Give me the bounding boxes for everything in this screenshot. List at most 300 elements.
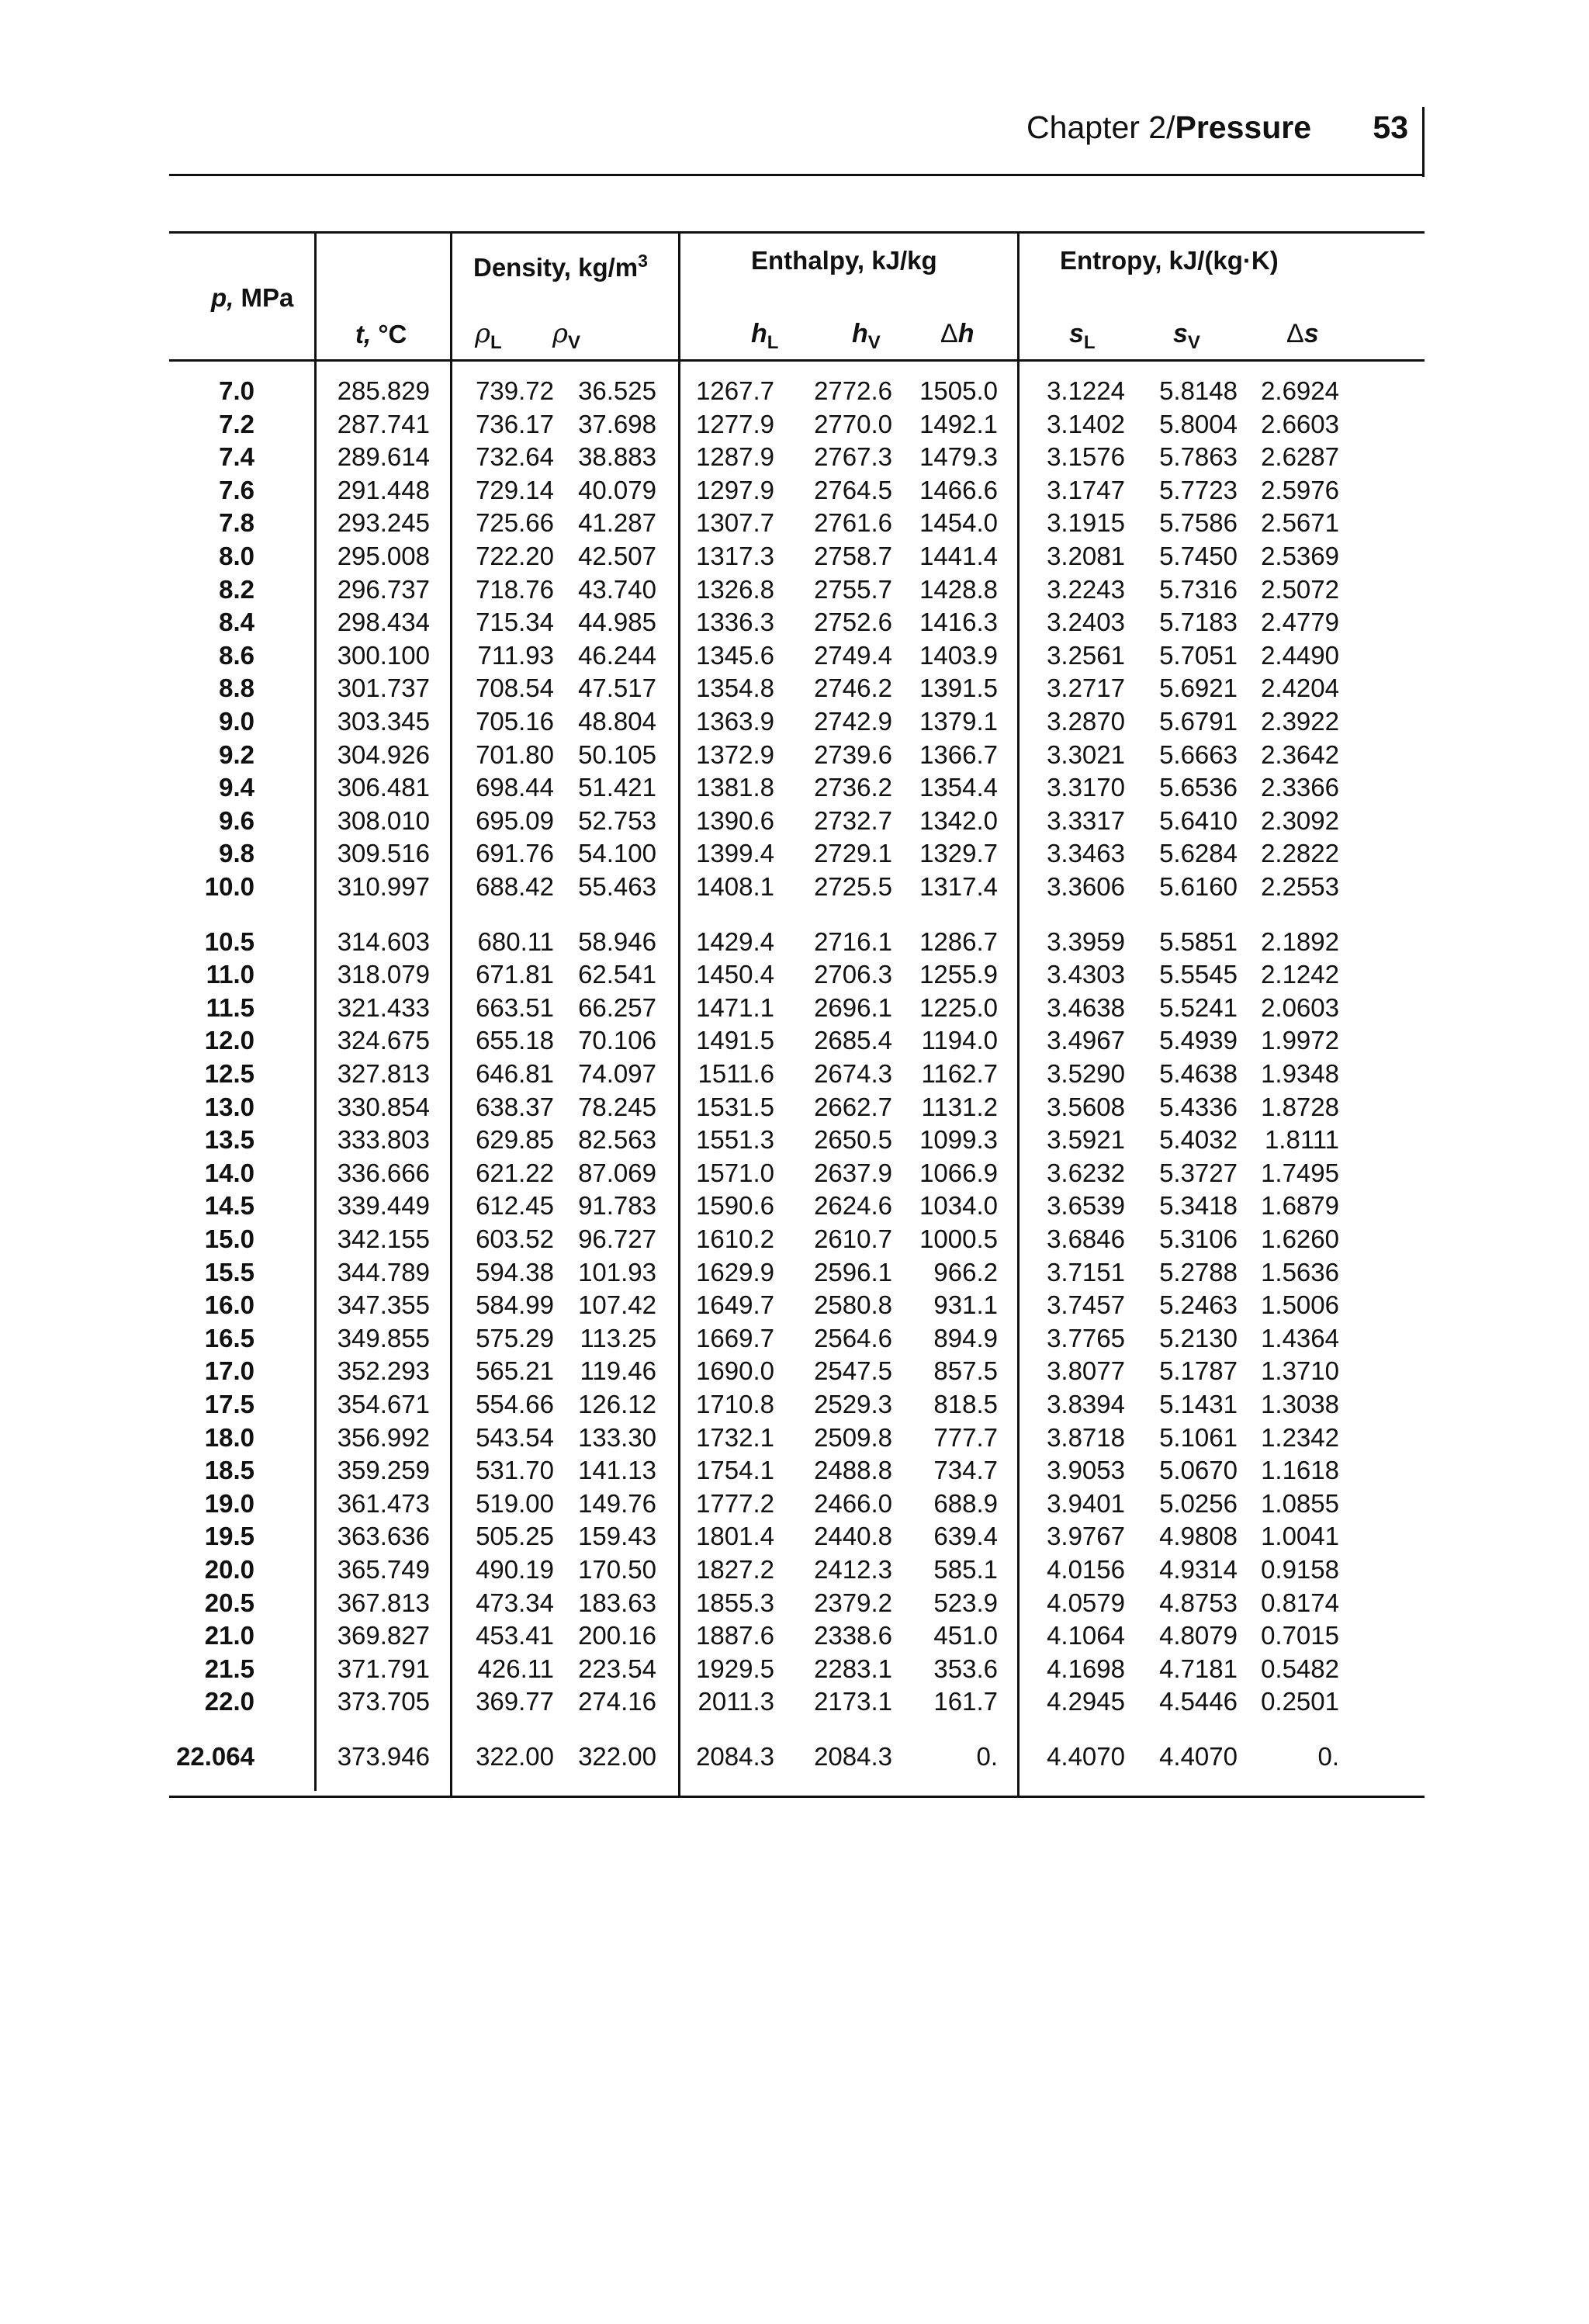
cell-delta-s: 2.5369 (1261, 542, 1339, 570)
cell-delta-h: 931.1 (933, 1290, 998, 1320)
table-row (169, 871, 1425, 904)
cell-h-liquid: 1690.0 (696, 1356, 774, 1386)
cell-rho-vapor: 96.727 (578, 1224, 656, 1253)
cell-temperature: 318.079 (337, 960, 430, 989)
cell-h-liquid: 1710.8 (696, 1390, 774, 1418)
cell-temperature: 330.854 (337, 1092, 430, 1121)
cell-rho-vapor: 119.46 (580, 1356, 656, 1386)
cell-pressure: 20.0 (204, 1555, 254, 1584)
cell-h-vapor: 2749.4 (814, 640, 892, 670)
cell-pressure: 16.5 (204, 1323, 254, 1352)
cell-s-vapor: 5.4336 (1159, 1092, 1238, 1121)
cell-rho-liquid: 426.11 (477, 1654, 554, 1683)
cell-delta-h: 1454.0 (919, 508, 998, 538)
cell-s-vapor: 5.7450 (1159, 542, 1238, 570)
cell-rho-liquid: 519.00 (476, 1488, 554, 1518)
cell-temperature: 304.926 (337, 739, 430, 769)
cell-delta-s: 2.2553 (1261, 872, 1339, 901)
cell-rho-liquid: 736.17 (476, 409, 554, 438)
h-vapor-header: $h_V$ (852, 319, 881, 353)
cell-delta-h: 523.9 (933, 1588, 998, 1617)
cell-delta-s: 2.3366 (1261, 773, 1339, 802)
cell-rho-liquid: 453.41 (476, 1621, 554, 1650)
cell-pressure: 18.5 (204, 1456, 254, 1485)
cell-h-liquid: 1450.4 (696, 960, 774, 989)
header-rule (169, 174, 1425, 176)
cell-h-vapor: 2547.5 (814, 1356, 892, 1386)
cell-h-vapor: 2761.6 (814, 508, 892, 538)
cell-h-vapor: 2283.1 (814, 1654, 892, 1683)
cell-s-vapor: 5.1431 (1159, 1390, 1238, 1418)
table-header-rule (169, 359, 1425, 362)
cell-h-liquid: 1571.0 (696, 1158, 774, 1187)
cell-h-vapor: 2736.2 (814, 773, 892, 802)
cell-s-vapor: 5.4638 (1159, 1059, 1238, 1088)
cell-h-liquid: 1317.3 (696, 542, 774, 570)
cell-rho-vapor: 133.30 (578, 1422, 656, 1452)
cell-delta-h: 1366.7 (919, 739, 998, 769)
cell-pressure: 19.5 (204, 1522, 254, 1551)
cell-h-vapor: 2706.3 (814, 960, 892, 989)
cell-temperature: 349.855 (337, 1323, 430, 1352)
cell-h-vapor: 2729.1 (814, 839, 892, 868)
cell-s-vapor: 5.6921 (1159, 674, 1238, 703)
cell-delta-h: 1428.8 (919, 574, 998, 604)
cell-h-vapor: 2084.3 (814, 1742, 892, 1771)
cell-h-vapor: 2596.1 (814, 1257, 892, 1287)
cell-rho-vapor: 141.13 (578, 1456, 656, 1485)
cell-s-vapor: 4.4070 (1159, 1742, 1238, 1771)
s-liquid-header: $s_L$ (1069, 319, 1096, 353)
cell-rho-liquid: 594.38 (476, 1257, 554, 1287)
cell-s-liquid: 3.6232 (1047, 1158, 1125, 1187)
cell-h-vapor: 2772.6 (814, 376, 892, 405)
cell-rho-vapor: 47.517 (578, 674, 656, 703)
cell-delta-s: 1.5636 (1261, 1257, 1339, 1287)
cell-temperature: 321.433 (337, 992, 430, 1022)
cell-delta-h: 1099.3 (919, 1125, 998, 1155)
cell-s-vapor: 5.6410 (1159, 805, 1238, 835)
cell-rho-liquid: 629.85 (476, 1125, 554, 1155)
cell-delta-s: 2.3092 (1261, 805, 1339, 835)
cell-s-liquid: 3.9767 (1047, 1522, 1125, 1551)
cell-rho-vapor: 200.16 (578, 1621, 656, 1650)
cell-h-vapor: 2685.4 (814, 1026, 892, 1055)
cell-temperature: 373.705 (337, 1687, 430, 1716)
cell-temperature: 295.008 (337, 542, 430, 570)
cell-delta-h: 1466.6 (919, 475, 998, 504)
cell-delta-h: 1162.7 (921, 1059, 998, 1088)
cell-delta-h: 857.5 (933, 1356, 998, 1386)
cell-h-liquid: 1777.2 (696, 1488, 774, 1518)
cell-rho-liquid: 688.42 (476, 872, 554, 901)
cell-s-liquid: 3.5608 (1047, 1092, 1125, 1121)
table-row (169, 1685, 1425, 1719)
cell-rho-liquid: 705.16 (476, 707, 554, 736)
cell-rho-vapor: 46.244 (578, 640, 656, 670)
cell-delta-s: 0.5482 (1261, 1654, 1339, 1683)
cell-temperature: 308.010 (337, 805, 430, 835)
cell-delta-h: 966.2 (933, 1257, 998, 1287)
table-row (169, 639, 1425, 673)
cell-h-liquid: 1345.6 (696, 640, 774, 670)
cell-s-liquid: 3.6539 (1047, 1191, 1125, 1221)
cell-h-liquid: 1297.9 (696, 475, 774, 504)
cell-delta-h: 1317.4 (919, 872, 998, 901)
cell-h-vapor: 2338.6 (814, 1621, 892, 1650)
cell-rho-liquid: 575.29 (476, 1323, 554, 1352)
table-row (169, 837, 1425, 871)
cell-temperature: 291.448 (337, 475, 430, 504)
cell-rho-liquid: 701.80 (476, 739, 554, 769)
cell-s-vapor: 5.0670 (1159, 1456, 1238, 1485)
cell-rho-vapor: 107.42 (578, 1290, 656, 1320)
cell-pressure: 13.0 (204, 1092, 254, 1121)
header-vertical-rule (1422, 107, 1425, 177)
cell-h-liquid: 1399.4 (696, 839, 774, 868)
cell-temperature: 327.813 (337, 1059, 430, 1088)
cell-h-liquid: 1511.6 (698, 1059, 774, 1088)
cell-delta-h: 818.5 (933, 1390, 998, 1418)
table-row (169, 507, 1425, 540)
cell-h-vapor: 2412.3 (814, 1555, 892, 1584)
cell-s-vapor: 4.5446 (1159, 1687, 1238, 1716)
cell-s-vapor: 5.1787 (1159, 1356, 1238, 1386)
cell-delta-h: 1505.0 (919, 376, 998, 405)
cell-temperature: 359.259 (337, 1456, 430, 1485)
cell-delta-s: 2.6287 (1261, 442, 1339, 472)
cell-delta-h: 1066.9 (919, 1158, 998, 1187)
cell-rho-vapor: 41.287 (578, 508, 656, 538)
table-row (169, 1553, 1425, 1587)
cell-temperature: 339.449 (337, 1191, 430, 1221)
cell-rho-vapor: 40.079 (578, 475, 656, 504)
cell-h-liquid: 1801.4 (696, 1522, 774, 1551)
cell-delta-s: 1.6260 (1261, 1224, 1339, 1253)
cell-h-liquid: 1354.8 (696, 674, 774, 703)
cell-s-liquid: 3.3606 (1047, 872, 1125, 901)
table-bottom-rule (169, 1796, 1425, 1798)
cell-rho-liquid: 671.81 (476, 960, 554, 989)
cell-delta-s: 1.9972 (1261, 1026, 1339, 1055)
cell-temperature: 303.345 (337, 707, 430, 736)
cell-h-vapor: 2758.7 (814, 542, 892, 570)
cell-delta-h: 894.9 (933, 1323, 998, 1352)
cell-delta-h: 1391.5 (919, 674, 998, 703)
cell-temperature: 298.434 (337, 608, 430, 637)
cell-h-vapor: 2379.2 (814, 1588, 892, 1617)
cell-rho-liquid: 739.72 (476, 376, 554, 405)
cell-h-liquid: 1363.9 (696, 707, 774, 736)
cell-h-vapor: 2770.0 (814, 409, 892, 438)
cell-h-vapor: 2466.0 (814, 1488, 892, 1518)
cell-delta-h: 777.7 (933, 1422, 998, 1452)
cell-s-vapor: 5.2463 (1159, 1290, 1238, 1320)
cell-s-liquid: 4.2945 (1047, 1687, 1125, 1716)
cell-s-liquid: 4.1064 (1047, 1621, 1125, 1650)
cell-pressure: 12.5 (204, 1059, 254, 1088)
cell-rho-vapor: 170.50 (578, 1555, 656, 1584)
cell-h-vapor: 2755.7 (814, 574, 892, 604)
table-row (169, 1488, 1425, 1521)
cell-rho-vapor: 48.804 (578, 707, 656, 736)
cell-rho-liquid: 322.00 (476, 1742, 554, 1771)
cell-s-liquid: 3.3463 (1047, 839, 1125, 868)
cell-h-liquid: 1887.6 (696, 1621, 774, 1650)
cell-delta-s: 1.0855 (1261, 1488, 1339, 1518)
cell-pressure: 16.0 (204, 1290, 254, 1320)
cell-rho-vapor: 82.563 (578, 1125, 656, 1155)
cell-rho-liquid: 531.70 (476, 1456, 554, 1485)
cell-s-vapor: 5.5241 (1159, 992, 1238, 1022)
cell-temperature: 361.473 (337, 1488, 430, 1518)
cell-rho-liquid: 722.20 (476, 542, 554, 570)
cell-s-liquid: 3.8394 (1047, 1390, 1125, 1418)
cell-h-liquid: 1551.3 (696, 1125, 774, 1155)
table-row (169, 1653, 1425, 1686)
cell-delta-s: 0.2501 (1261, 1687, 1339, 1716)
cell-temperature: 352.293 (337, 1356, 430, 1386)
cell-delta-s: 2.5671 (1261, 508, 1339, 538)
cell-pressure: 22.064 (176, 1742, 254, 1771)
cell-temperature: 363.636 (337, 1522, 430, 1551)
cell-delta-h: 1379.1 (919, 707, 998, 736)
cell-s-liquid: 3.5290 (1047, 1059, 1125, 1088)
cell-h-liquid: 1287.9 (696, 442, 774, 472)
cell-rho-liquid: 473.34 (476, 1588, 554, 1617)
cell-delta-s: 2.6603 (1261, 409, 1339, 438)
cell-rho-vapor: 78.245 (578, 1092, 656, 1121)
cell-pressure: 14.0 (204, 1158, 254, 1187)
cell-pressure: 21.0 (204, 1621, 254, 1650)
cell-delta-s: 2.3922 (1261, 707, 1339, 736)
cell-delta-s: 0.7015 (1261, 1621, 1339, 1650)
cell-h-vapor: 2767.3 (814, 442, 892, 472)
cell-delta-h: 1479.3 (919, 442, 998, 472)
table-top-rule (169, 231, 1425, 234)
table-row (169, 1454, 1425, 1488)
steam-table (169, 231, 1425, 1799)
cell-pressure: 20.5 (204, 1588, 254, 1617)
cell-h-liquid: 1610.2 (696, 1224, 774, 1253)
cell-h-vapor: 2716.1 (814, 926, 892, 956)
s-vapor-header: $s_V$ (1173, 319, 1200, 353)
cell-s-vapor: 5.6284 (1159, 839, 1238, 868)
cell-temperature: 293.245 (337, 508, 430, 538)
cell-s-liquid: 3.5921 (1047, 1125, 1125, 1155)
cell-h-liquid: 1429.4 (696, 926, 774, 956)
cell-rho-vapor: 87.069 (578, 1158, 656, 1187)
cell-s-liquid: 3.3170 (1047, 773, 1125, 802)
cell-rho-vapor: 43.740 (578, 574, 656, 604)
cell-s-vapor: 5.8148 (1159, 376, 1238, 405)
cell-s-liquid: 3.4303 (1047, 960, 1125, 989)
table-row (169, 474, 1425, 507)
cell-s-vapor: 5.7051 (1159, 640, 1238, 670)
table-row (169, 958, 1425, 992)
cell-h-liquid: 1277.9 (696, 409, 774, 438)
cell-temperature: 367.813 (337, 1588, 430, 1617)
cell-s-liquid: 4.1698 (1047, 1654, 1125, 1683)
cell-rho-vapor: 51.421 (578, 773, 656, 802)
cell-rho-liquid: 603.52 (476, 1224, 554, 1253)
cell-h-vapor: 2637.9 (814, 1158, 892, 1187)
cell-h-liquid: 1336.3 (696, 608, 774, 637)
cell-temperature: 369.827 (337, 1621, 430, 1650)
cell-rho-liquid: 369.77 (476, 1687, 554, 1716)
cell-h-vapor: 2529.3 (814, 1390, 892, 1418)
cell-s-vapor: 4.8753 (1159, 1588, 1238, 1617)
cell-delta-h: 161.7 (933, 1687, 998, 1716)
cell-rho-vapor: 274.16 (578, 1687, 656, 1716)
cell-temperature: 342.155 (337, 1224, 430, 1253)
cell-h-liquid: 1669.7 (696, 1323, 774, 1352)
cell-delta-h: 1131.2 (921, 1092, 998, 1121)
cell-s-vapor: 5.2788 (1159, 1257, 1238, 1287)
cell-h-vapor: 2173.1 (814, 1687, 892, 1716)
cell-h-liquid: 1307.7 (696, 508, 774, 538)
cell-pressure: 17.5 (204, 1390, 254, 1418)
cell-s-liquid: 4.0156 (1047, 1555, 1125, 1584)
cell-temperature: 324.675 (337, 1026, 430, 1055)
cell-s-vapor: 5.4939 (1159, 1026, 1238, 1055)
cell-rho-vapor: 44.985 (578, 608, 656, 637)
cell-s-vapor: 5.7723 (1159, 475, 1238, 504)
cell-s-liquid: 3.2081 (1047, 542, 1125, 570)
cell-s-vapor: 5.6791 (1159, 707, 1238, 736)
cell-h-liquid: 1408.1 (696, 872, 774, 901)
table-row (169, 540, 1425, 573)
running-header (853, 107, 1424, 147)
cell-h-vapor: 2509.8 (814, 1422, 892, 1452)
cell-delta-s: 2.6924 (1261, 376, 1339, 405)
cell-h-vapor: 2739.6 (814, 739, 892, 769)
table-row (169, 1091, 1425, 1124)
cell-delta-h: 0. (976, 1742, 998, 1771)
cell-temperature: 344.789 (337, 1257, 430, 1287)
cell-delta-s: 2.1892 (1261, 926, 1339, 956)
cell-rho-vapor: 91.783 (578, 1191, 656, 1221)
cell-temperature: 314.603 (337, 926, 430, 956)
cell-rho-vapor: 58.946 (578, 926, 656, 956)
cell-rho-vapor: 149.76 (578, 1488, 656, 1518)
cell-s-liquid: 3.2561 (1047, 640, 1125, 670)
cell-s-liquid: 3.8718 (1047, 1422, 1125, 1452)
cell-pressure: 15.5 (204, 1257, 254, 1287)
cell-temperature: 309.516 (337, 839, 430, 868)
cell-rho-liquid: 663.51 (476, 992, 554, 1022)
cell-rho-liquid: 718.76 (476, 574, 554, 604)
cell-s-vapor: 5.3106 (1159, 1224, 1238, 1253)
cell-rho-liquid: 565.21 (476, 1356, 554, 1386)
cell-delta-s: 0.8174 (1261, 1588, 1339, 1617)
cell-delta-s: 1.8111 (1264, 1125, 1339, 1155)
cell-temperature: 289.614 (337, 442, 430, 472)
cell-pressure: 13.5 (204, 1125, 254, 1155)
cell-temperature: 336.666 (337, 1158, 430, 1187)
cell-s-liquid: 3.7457 (1047, 1290, 1125, 1320)
table-row (169, 739, 1425, 772)
cell-s-vapor: 5.1061 (1159, 1422, 1238, 1452)
density-header: Density, $kg/m^3$ (473, 251, 648, 282)
cell-s-liquid: 3.9053 (1047, 1456, 1125, 1485)
cell-rho-vapor: 74.097 (578, 1059, 656, 1088)
cell-h-vapor: 2746.2 (814, 674, 892, 703)
table-row (169, 1587, 1425, 1620)
cell-s-liquid: 3.3959 (1047, 926, 1125, 956)
cell-s-liquid: 3.4967 (1047, 1026, 1125, 1055)
table-row (169, 1256, 1425, 1290)
cell-h-liquid: 1491.5 (696, 1026, 774, 1055)
cell-delta-h: 1403.9 (919, 640, 998, 670)
cell-h-vapor: 2610.7 (814, 1224, 892, 1253)
cell-delta-s: 1.7495 (1261, 1158, 1339, 1187)
cell-s-liquid: 3.6846 (1047, 1224, 1125, 1253)
cell-h-vapor: 2764.5 (814, 475, 892, 504)
cell-delta-s: 1.1618 (1261, 1456, 1339, 1485)
cell-s-liquid: 3.1402 (1047, 409, 1125, 438)
cell-s-vapor: 5.6160 (1159, 872, 1238, 901)
cell-s-vapor: 5.6536 (1159, 773, 1238, 802)
cell-pressure: 8.6 (219, 640, 254, 670)
cell-rho-vapor: 42.507 (578, 542, 656, 570)
table-row (169, 705, 1425, 739)
cell-s-vapor: 5.7316 (1159, 574, 1238, 604)
cell-h-vapor: 2440.8 (814, 1522, 892, 1551)
cell-rho-vapor: 62.541 (578, 960, 656, 989)
cell-rho-liquid: 691.76 (476, 839, 554, 868)
cell-pressure: 7.8 (219, 508, 254, 538)
cell-rho-vapor: 223.54 (578, 1654, 656, 1683)
cell-h-liquid: 1326.8 (696, 574, 774, 604)
cell-rho-liquid: 638.37 (476, 1092, 554, 1121)
cell-pressure: 7.6 (219, 475, 254, 504)
cell-pressure: 10.5 (204, 926, 254, 956)
cell-pressure: 19.0 (204, 1488, 254, 1518)
table-row (169, 1422, 1425, 1455)
table-row (169, 1322, 1425, 1356)
temperature-header: t, °C (355, 320, 407, 348)
cell-s-vapor: 5.4032 (1159, 1125, 1238, 1155)
cell-s-vapor: 5.8004 (1159, 409, 1238, 438)
cell-s-vapor: 4.9808 (1159, 1522, 1238, 1551)
cell-temperature: 365.749 (337, 1555, 430, 1584)
table-row (169, 1388, 1425, 1422)
cell-s-vapor: 4.7181 (1159, 1654, 1238, 1683)
cell-delta-s: 1.2342 (1261, 1422, 1339, 1452)
cell-temperature: 347.355 (337, 1290, 430, 1320)
cell-s-liquid: 3.7151 (1047, 1257, 1125, 1287)
table-row (169, 408, 1425, 442)
cell-pressure: 14.5 (204, 1191, 254, 1221)
cell-rho-liquid: 695.09 (476, 805, 554, 835)
delta-h-header: Δh (940, 319, 975, 348)
cell-delta-h: 1000.5 (919, 1224, 998, 1253)
cell-rho-liquid: 715.34 (476, 608, 554, 637)
cell-s-vapor: 4.9314 (1159, 1555, 1238, 1584)
cell-s-vapor: 5.5545 (1159, 960, 1238, 989)
cell-s-vapor: 5.7586 (1159, 508, 1238, 538)
rho-vapor-header: $\rho_V$ (552, 318, 581, 353)
cell-temperature: 287.741 (337, 409, 430, 438)
cell-h-liquid: 1531.5 (696, 1092, 774, 1121)
cell-h-liquid: 1649.7 (696, 1290, 774, 1320)
cell-delta-s: 1.5006 (1261, 1290, 1339, 1320)
cell-s-liquid: 4.4070 (1047, 1742, 1125, 1771)
cell-s-liquid: 3.2870 (1047, 707, 1125, 736)
cell-pressure: 17.0 (204, 1356, 254, 1386)
table-row (169, 926, 1425, 959)
